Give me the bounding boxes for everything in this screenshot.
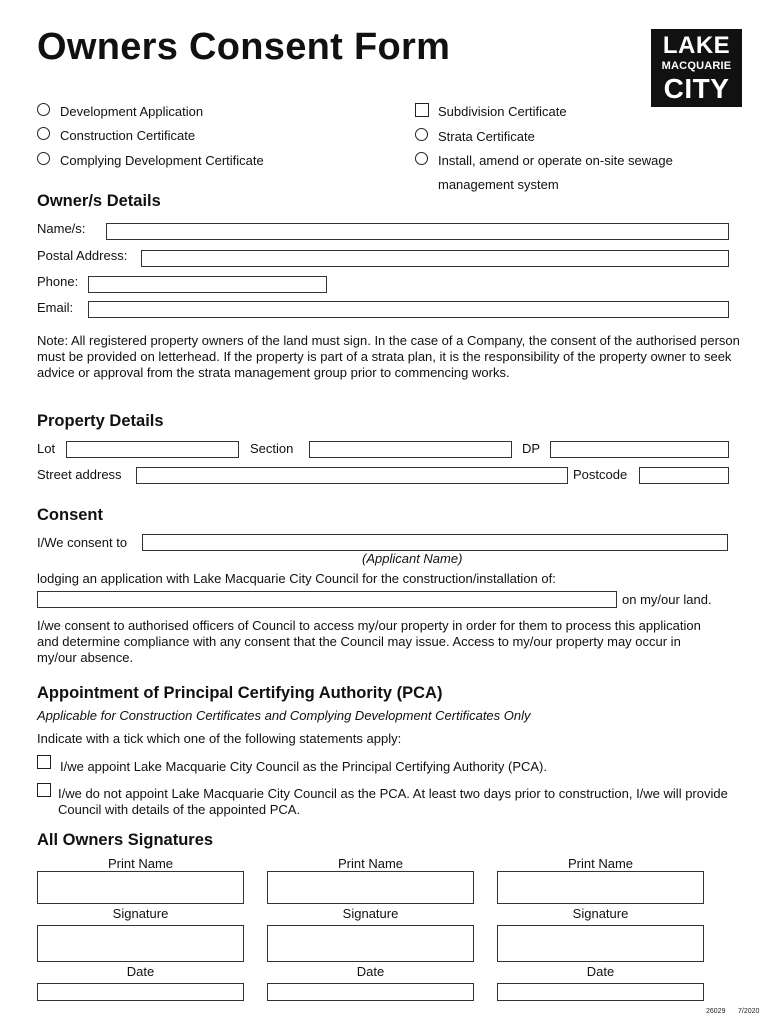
option-label-construction-certificate: Construction Certificate — [60, 128, 196, 143]
checkbox-appoint-council-pca[interactable] — [37, 755, 51, 769]
access-consent-text: I/we consent to authorised officers of Council to access my/our property in order for them to process this application and determine compliance with any consent that the Council may issue. Access to my/our property may occur in my/our absence. — [37, 618, 701, 665]
radio-strata-certificate[interactable] — [415, 128, 428, 141]
option-label-development-application: Development Application — [60, 104, 204, 119]
date-box-3[interactable] — [497, 983, 704, 1001]
checkbox-not-appoint-council-pca[interactable] — [37, 783, 51, 797]
applicant-name-caption: (Applicant Name) — [362, 551, 463, 566]
print-name-label-3: Print Name — [567, 856, 634, 871]
section-label: Section — [250, 441, 294, 456]
owners-details-heading: Owner/s Details — [37, 192, 161, 210]
option-label-strata-certificate: Strata Certificate — [438, 129, 535, 144]
date-label-1: Date — [126, 964, 155, 979]
consent-to-label: I/We consent to — [37, 535, 128, 550]
signature-label-1: Signature — [112, 906, 169, 921]
signature-box-3[interactable] — [497, 925, 704, 962]
street-address-field[interactable] — [136, 467, 568, 484]
radio-on-site-sewage[interactable] — [415, 152, 428, 165]
postcode-field[interactable] — [639, 467, 729, 484]
form-title: Owners Consent Form — [37, 26, 451, 68]
date-box-1[interactable] — [37, 983, 244, 1001]
postal-address-field[interactable] — [141, 250, 729, 267]
email-label: Email: — [37, 300, 74, 315]
date-label-2: Date — [356, 964, 385, 979]
appoint-council-pca-label: I/we appoint Lake Macquarie City Council as the Principal Certifying Authority (PCA). — [60, 759, 547, 774]
form-version-date: 7/2020 — [738, 1008, 760, 1015]
property-details-heading: Property Details — [37, 412, 164, 430]
lot-field[interactable] — [66, 441, 239, 458]
names-field[interactable] — [106, 223, 729, 240]
radio-complying-development-certificate[interactable] — [37, 152, 50, 165]
consent-heading: Consent — [37, 506, 103, 524]
applicant-name-field[interactable] — [142, 534, 728, 551]
logo-line-2: MACQUARIE — [661, 60, 732, 72]
postal-address-label: Postal Address: — [37, 248, 128, 263]
signature-box-1[interactable] — [37, 925, 244, 962]
form-code: 26029 — [706, 1008, 726, 1015]
date-label-3: Date — [586, 964, 615, 979]
pca-heading: Appointment of Principal Certifying Authority (PCA) — [37, 684, 443, 702]
print-name-box-3[interactable] — [497, 871, 704, 904]
signatures-heading: All Owners Signatures — [37, 831, 214, 849]
radio-development-application[interactable] — [37, 103, 50, 116]
print-name-box-1[interactable] — [37, 871, 244, 904]
option-label-on-site-sewage-line-2: management system — [438, 177, 559, 192]
option-label-on-site-sewage: Install, amend or operate on-site sewage — [438, 153, 673, 168]
construction-installation-field[interactable] — [37, 591, 617, 608]
pca-instruction: Indicate with a tick which one of the following statements apply: — [37, 731, 402, 746]
phone-field[interactable] — [88, 276, 327, 293]
street-address-label: Street address — [37, 467, 122, 482]
radio-construction-certificate[interactable] — [37, 127, 50, 140]
option-label-subdivision-certificate: Subdivision Certificate — [438, 104, 567, 119]
pca-subheading: Applicable for Construction Certificates and Complying Development Certificates Only — [37, 708, 531, 723]
signature-label-3: Signature — [572, 906, 629, 921]
section-field[interactable] — [309, 441, 512, 458]
logo-line-1: LAKE — [662, 32, 731, 59]
email-field[interactable] — [88, 301, 729, 318]
lot-label: Lot — [37, 441, 56, 456]
phone-label: Phone: — [37, 274, 79, 289]
land-suffix: on my/our land. — [622, 592, 712, 607]
names-label: Name/s: — [37, 221, 86, 236]
logo-line-3: CITY — [663, 73, 730, 104]
date-box-2[interactable] — [267, 983, 474, 1001]
print-name-label-1: Print Name — [107, 856, 174, 871]
print-name-box-2[interactable] — [267, 871, 474, 904]
postcode-label: Postcode — [573, 467, 628, 482]
signature-label-2: Signature — [342, 906, 399, 921]
dp-field[interactable] — [550, 441, 729, 458]
dp-label: DP — [522, 441, 541, 456]
owners-note: Note: All registered property owners of the land must sign. In the case of a Company, the consent of the authorised person must be provided on letterhead. If the property is part of a strata plan, it is the responsibility of the property owner to seek advice or approval from the strata management group prior to commencing works. — [37, 333, 740, 380]
lake-macquarie-city-logo — [651, 29, 742, 107]
print-name-label-2: Print Name — [337, 856, 404, 871]
not-appoint-council-pca-label: I/we do not appoint Lake Macquarie City Council as the PCA. At least two days prior to construction, I/we will provide Council with details of the appointed PCA. — [58, 786, 728, 817]
signature-box-2[interactable] — [267, 925, 474, 962]
checkbox-subdivision-certificate[interactable] — [415, 103, 429, 117]
option-label-complying-development-certificate: Complying Development Certificate — [60, 153, 264, 168]
lodging-text: lodging an application with Lake Macquarie City Council for the construction/installation of: — [37, 571, 556, 586]
